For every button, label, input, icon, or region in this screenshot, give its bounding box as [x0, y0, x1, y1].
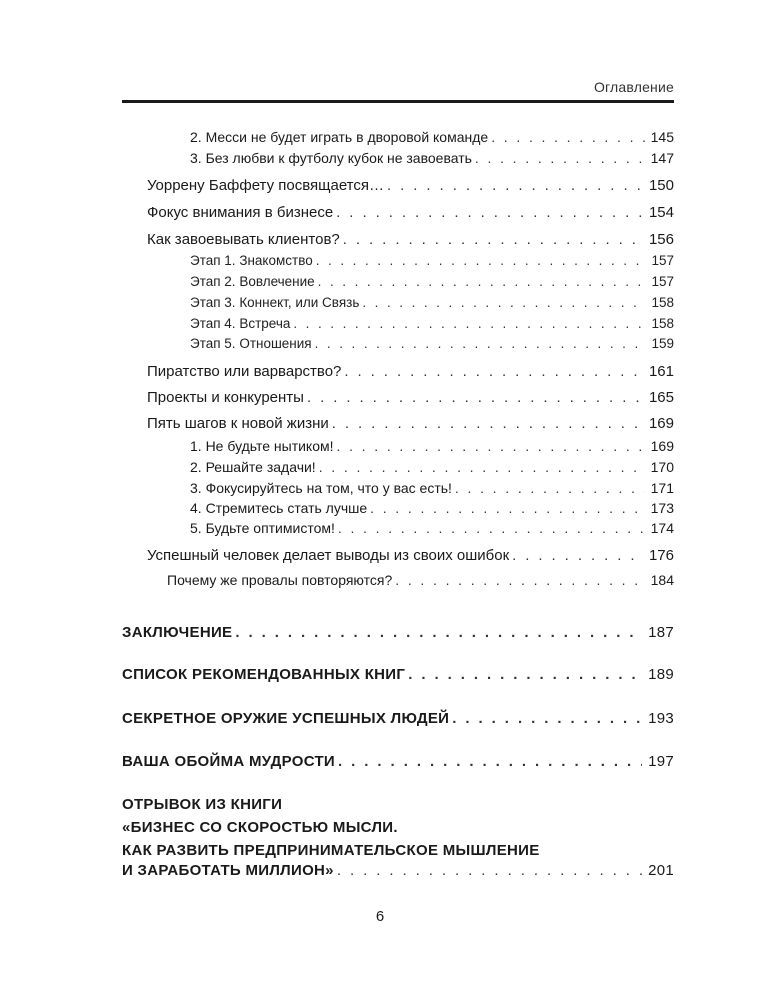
toc-dot-leader [370, 500, 645, 516]
toc-dot-leader [332, 415, 643, 432]
toc-entry[interactable] [167, 572, 674, 588]
toc-dot-leader [491, 129, 644, 145]
toc-dot-leader [408, 666, 642, 683]
toc-dot-leader [316, 253, 646, 268]
toc-dot-leader [362, 295, 645, 310]
toc-dot-leader [475, 150, 645, 166]
page-number: 6 [375, 908, 385, 925]
toc-entry-title: 5. Будьте оптимистом! [190, 520, 335, 536]
toc-entry-page: 173 [650, 500, 674, 516]
toc-entry[interactable] [190, 150, 674, 166]
toc-entry[interactable] [190, 500, 674, 516]
toc-entry-page: 171 [650, 480, 674, 496]
toc-entry-page: 147 [650, 150, 674, 166]
toc-entry-title: 4. Стремитесь стать лучше [190, 500, 368, 516]
toc-entry-page: 170 [650, 459, 674, 475]
toc-dot-leader [338, 753, 642, 770]
toc-section-page: 193 [648, 710, 674, 727]
toc-dot-leader [395, 572, 644, 588]
toc-section[interactable] [122, 666, 674, 683]
toc-entry-page: 169 [648, 415, 674, 432]
toc-entry-title: 1. Не будьте нытиком! [190, 438, 334, 454]
toc-entry-page: 184 [650, 572, 674, 588]
toc-dot-leader [318, 274, 646, 289]
excerpt-line: И ЗАРАБОТАТЬ МИЛЛИОН» [122, 862, 334, 879]
toc-entry[interactable] [147, 177, 674, 194]
toc-entry[interactable] [147, 415, 674, 432]
header-rule [122, 100, 674, 103]
toc-entry[interactable] [147, 389, 674, 406]
toc-entry[interactable] [190, 129, 674, 145]
toc-section-page: 201 [648, 862, 674, 879]
toc-dot-leader [337, 862, 642, 879]
toc-entry-title: Этап 1. Знакомство [190, 253, 313, 268]
toc-entry-title: Пиратство или варварство? [147, 363, 342, 380]
toc-entry[interactable] [147, 363, 674, 380]
toc-dot-leader [235, 624, 642, 641]
toc-dot-leader [336, 204, 643, 221]
toc-entry[interactable] [147, 231, 674, 248]
toc-entry-page: 157 [651, 253, 674, 268]
toc-section-title: ВАША ОБОЙМА МУДРОСТИ [122, 753, 336, 770]
toc-section-title: СЕКРЕТНОЕ ОРУЖИЕ УСПЕШНЫХ ЛЮДЕЙ [122, 710, 450, 727]
excerpt-line: ОТРЫВОК ИЗ КНИГИ [122, 796, 283, 813]
toc-entry-page: 169 [650, 438, 674, 454]
toc-dot-leader [307, 389, 643, 406]
toc-dot-leader [338, 520, 645, 536]
toc-section[interactable] [122, 753, 674, 770]
toc-entry[interactable] [190, 295, 674, 310]
toc-entry[interactable] [190, 520, 674, 536]
toc-dot-leader [452, 710, 642, 727]
toc-dot-leader [337, 438, 645, 454]
toc-section-title: СПИСОК РЕКОМЕНДОВАННЫХ КНИГ [122, 666, 406, 683]
toc-entry-title: Уоррену Баффету посвящается… [147, 177, 385, 194]
running-header: Оглавление [593, 79, 674, 95]
toc-entry-page: 145 [650, 129, 674, 145]
toc-section[interactable] [122, 710, 674, 727]
toc-entry-title: Проекты и конкуренты [147, 389, 304, 406]
toc-section-page: 197 [648, 753, 674, 770]
toc-entry-page: 154 [648, 204, 674, 221]
toc-dot-leader [343, 231, 643, 248]
toc-dot-leader [319, 459, 645, 475]
toc-dot-leader [344, 363, 643, 380]
toc-entry-title: Этап 5. Отношения [190, 336, 312, 351]
excerpt-line: «БИЗНЕС СО СКОРОСТЬЮ МЫСЛИ. [122, 819, 398, 836]
excerpt-last-line [122, 862, 674, 879]
toc-entry-title: Фокус внимания в бизнесе [147, 204, 334, 221]
toc-entry[interactable] [190, 253, 674, 268]
toc-entry-page: 161 [648, 363, 674, 380]
toc-entry-title: 3. Фокусируйтесь на том, что у вас есть! [190, 480, 452, 496]
toc-entry-title: 3. Без любви к футболу кубок не завоевать [190, 150, 472, 166]
toc-entry-page: 159 [651, 336, 674, 351]
toc-entry[interactable] [190, 480, 674, 496]
toc-entry[interactable] [147, 204, 674, 221]
toc-section[interactable] [122, 624, 674, 641]
toc-entry-title: Этап 2. Вовлечение [190, 274, 315, 289]
toc-entry[interactable] [190, 438, 674, 454]
toc-entry-title: 2. Месси не будет играть в дворовой команде [190, 129, 489, 145]
toc-entry-title: Этап 3. Коннект, или Связь [190, 295, 360, 310]
toc-entry-title: Пять шагов к новой жизни [147, 415, 329, 432]
toc-entry-page: 158 [651, 295, 674, 310]
toc-entry[interactable] [147, 547, 674, 564]
toc-dot-leader [512, 547, 643, 564]
toc-excerpt-entry[interactable] [122, 793, 674, 879]
toc-entry-page: 176 [648, 547, 674, 564]
toc-section-title: ЗАКЛЮЧЕНИЕ [122, 624, 233, 641]
toc-entry-title: Этап 4. Встреча [190, 316, 291, 331]
toc-entry-title: Почему же провалы повторяются? [167, 572, 393, 588]
toc-entry[interactable] [190, 316, 674, 331]
toc-section-page: 187 [648, 624, 674, 641]
toc-entry[interactable] [190, 459, 674, 475]
toc-entry-page: 157 [651, 274, 674, 289]
toc-dot-leader [387, 177, 643, 194]
toc-entry[interactable] [190, 274, 674, 289]
excerpt-line: КАК РАЗВИТЬ ПРЕДПРИНИМАТЕЛЬСКОЕ МЫШЛЕНИЕ [122, 842, 540, 859]
toc-entry-page: 156 [648, 231, 674, 248]
toc-dot-leader [455, 480, 645, 496]
toc-entry-page: 174 [650, 520, 674, 536]
toc-dot-leader [293, 316, 645, 331]
toc-entry[interactable] [190, 336, 674, 351]
toc-entry-title: Успешный человек делает выводы из своих ошибок [147, 547, 510, 564]
toc-dot-leader [315, 336, 646, 351]
toc-entry-page: 150 [648, 177, 674, 194]
toc-entry-title: 2. Решайте задачи! [190, 459, 316, 475]
toc-entry-page: 158 [651, 316, 674, 331]
toc-entry-title: Как завоевывать клиентов? [147, 231, 340, 248]
toc-section-page: 189 [648, 666, 674, 683]
toc-entry-page: 165 [648, 389, 674, 406]
